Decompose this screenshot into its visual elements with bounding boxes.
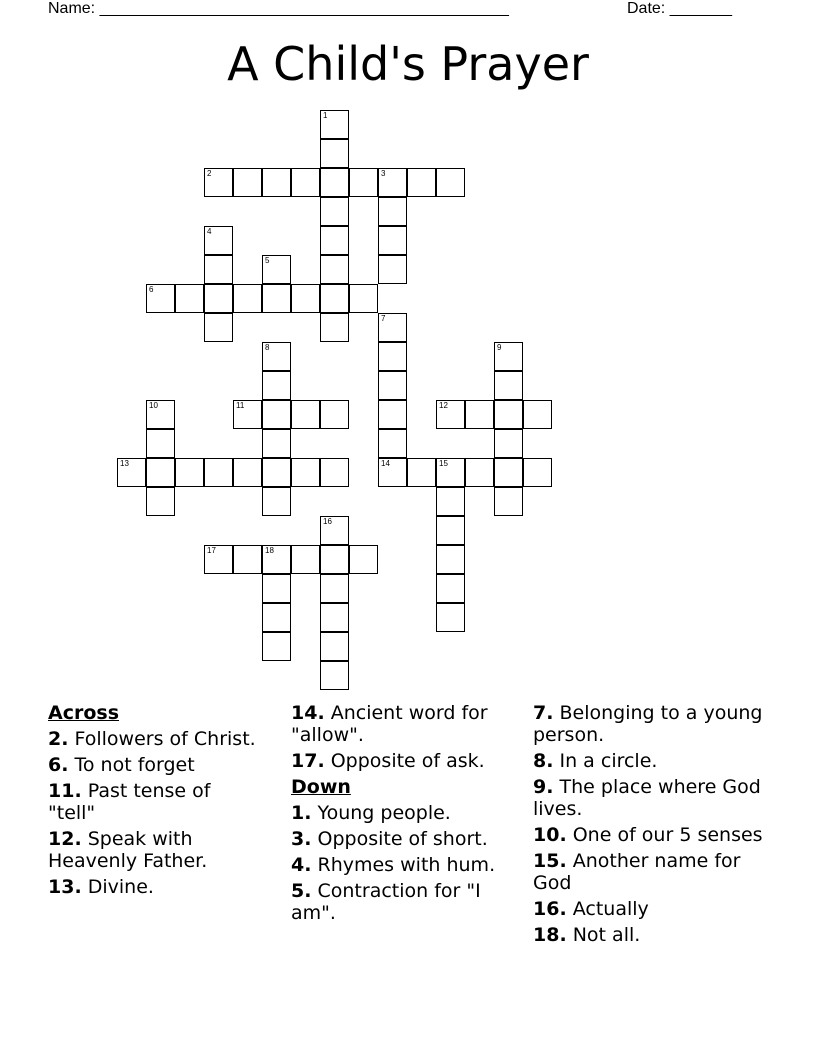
grid-cell[interactable] (262, 371, 291, 400)
grid-cell[interactable] (436, 168, 465, 197)
grid-cell[interactable] (291, 284, 320, 313)
clue-across-12: 12. Speak with Heavenly Father. (48, 828, 208, 872)
cell-number: 2 (207, 169, 212, 178)
grid-cell[interactable] (407, 168, 436, 197)
grid-cell[interactable] (262, 284, 291, 313)
cell-number: 7 (381, 314, 386, 323)
grid-cell[interactable] (146, 400, 175, 429)
grid-cell[interactable] (378, 458, 407, 487)
grid-cell[interactable] (320, 661, 349, 690)
grid-cell[interactable] (262, 545, 291, 574)
clue-across-14: 14. Ancient word for "allow". (291, 702, 488, 746)
cell-number: 3 (381, 169, 386, 178)
clue-down-4: 4. Rhymes with hum. (291, 854, 496, 876)
grid-cell[interactable] (378, 313, 407, 342)
name-field: Name: ______________________________________________ (48, 0, 509, 17)
grid-cell[interactable] (262, 632, 291, 661)
grid-cell[interactable] (436, 400, 465, 429)
cell-number: 8 (265, 343, 270, 352)
cell-number: 12 (439, 401, 448, 410)
grid-cell[interactable] (378, 197, 407, 226)
grid-cell[interactable] (204, 168, 233, 197)
clue-down-8: 8. In a circle. (533, 750, 658, 772)
grid-cell[interactable] (378, 255, 407, 284)
grid-cell[interactable] (320, 603, 349, 632)
clue-down-18: 18. Not all. (533, 924, 641, 946)
grid-cell[interactable] (436, 545, 465, 574)
grid-cell[interactable] (436, 458, 465, 487)
grid-cell[interactable] (378, 226, 407, 255)
grid-cell[interactable] (291, 168, 320, 197)
cell-number: 17 (207, 546, 216, 555)
grid-cell[interactable] (320, 284, 349, 313)
puzzle-title: A Child's Prayer (227, 37, 589, 91)
grid-cell[interactable] (320, 632, 349, 661)
grid-cell[interactable] (436, 574, 465, 603)
grid-cell[interactable] (291, 400, 320, 429)
grid-cell[interactable] (204, 313, 233, 342)
grid-cell[interactable] (494, 400, 523, 429)
clue-down-5: 5. Contraction for "I am". (291, 880, 481, 924)
cell-number: 11 (236, 401, 245, 410)
grid-cell[interactable] (436, 516, 465, 545)
grid-cell[interactable] (436, 487, 465, 516)
cell-number: 5 (265, 256, 270, 265)
grid-cell[interactable] (262, 487, 291, 516)
cell-number: 1 (323, 111, 328, 120)
grid-cell[interactable] (320, 168, 349, 197)
cell-number: 14 (381, 459, 390, 468)
grid-cell[interactable] (175, 458, 204, 487)
grid-cell[interactable] (233, 168, 262, 197)
grid-cell[interactable] (378, 342, 407, 371)
grid-cell[interactable] (233, 458, 262, 487)
grid-cell[interactable] (262, 603, 291, 632)
clue-down-9: 9. The place where God lives. (533, 776, 761, 820)
clue-across-13: 13. Divine. (48, 876, 154, 898)
grid-cell[interactable] (146, 429, 175, 458)
grid-cell[interactable] (291, 545, 320, 574)
clues-column-3 (533, 702, 763, 950)
grid-cell[interactable] (262, 255, 291, 284)
grid-cell[interactable] (320, 400, 349, 429)
grid-cell[interactable] (494, 371, 523, 400)
grid-cell[interactable] (117, 458, 146, 487)
clue-down-3: 3. Opposite of short. (291, 828, 488, 850)
grid-cell[interactable] (146, 284, 175, 313)
grid-cell[interactable] (378, 429, 407, 458)
grid-cell[interactable] (320, 516, 349, 545)
clue-down-15: 15. Another name for God (533, 850, 741, 894)
grid-cell[interactable] (465, 400, 494, 429)
grid-cell[interactable] (233, 400, 262, 429)
down-heading: Down (291, 776, 351, 798)
grid-cell[interactable] (494, 342, 523, 371)
cell-number: 10 (149, 401, 158, 410)
grid-cell[interactable] (523, 458, 552, 487)
cell-number: 18 (265, 546, 274, 555)
grid-cell[interactable] (465, 458, 494, 487)
grid-cell[interactable] (262, 458, 291, 487)
grid-cell[interactable] (349, 284, 378, 313)
grid-cell[interactable] (349, 545, 378, 574)
cell-number: 4 (207, 227, 212, 236)
grid-cell[interactable] (320, 574, 349, 603)
grid-cell[interactable] (204, 284, 233, 313)
grid-cell[interactable] (494, 429, 523, 458)
grid-cell[interactable] (320, 313, 349, 342)
grid-cell[interactable] (262, 574, 291, 603)
grid-cell[interactable] (494, 487, 523, 516)
clue-across-17: 17. Opposite of ask. (291, 750, 485, 772)
grid-cell[interactable] (320, 139, 349, 168)
clue-down-16: 16. Actually (533, 898, 649, 920)
grid-cell[interactable] (378, 371, 407, 400)
grid-cell[interactable] (204, 545, 233, 574)
clue-across-6: 6. To not forget (48, 754, 195, 776)
clue-down-10: 10. One of our 5 senses (533, 824, 763, 846)
grid-cell[interactable] (204, 458, 233, 487)
grid-cell[interactable] (262, 168, 291, 197)
clue-down-1: 1. Young people. (291, 802, 451, 824)
grid-cell[interactable] (378, 400, 407, 429)
grid-cell[interactable] (320, 255, 349, 284)
clue-across-11: 11. Past tense of "tell" (48, 780, 211, 824)
grid-cell[interactable] (233, 545, 262, 574)
grid-cell[interactable] (320, 545, 349, 574)
grid-cell[interactable] (262, 400, 291, 429)
cell-number: 16 (323, 517, 332, 526)
clue-down-7: 7. Belonging to a young person. (533, 702, 763, 746)
date-field: Date: _______ (627, 0, 732, 17)
grid-cell[interactable] (262, 342, 291, 371)
grid-cell[interactable] (146, 487, 175, 516)
clue-across-2: 2. Followers of Christ. (48, 728, 256, 750)
grid-cell[interactable] (204, 226, 233, 255)
grid-cell[interactable] (378, 168, 407, 197)
grid-cell[interactable] (320, 197, 349, 226)
grid-cell[interactable] (320, 458, 349, 487)
grid-cell[interactable] (233, 284, 262, 313)
grid-cell[interactable] (349, 168, 378, 197)
cell-number: 15 (439, 459, 448, 468)
grid-cell[interactable] (146, 458, 175, 487)
cell-number: 13 (120, 459, 129, 468)
grid-cell[interactable] (407, 458, 436, 487)
grid-cell[interactable] (262, 429, 291, 458)
grid-cell[interactable] (175, 284, 204, 313)
grid-cell[interactable] (291, 458, 320, 487)
grid-cell[interactable] (436, 603, 465, 632)
grid-cell[interactable] (494, 458, 523, 487)
cell-number: 6 (149, 285, 154, 294)
cell-number: 9 (497, 343, 502, 352)
grid-cell[interactable] (523, 400, 552, 429)
clues-column-2 (291, 702, 521, 928)
across-heading: Across (48, 702, 120, 724)
grid-cell[interactable] (204, 255, 233, 284)
clues-column-1 (48, 702, 258, 902)
grid-cell[interactable] (320, 110, 349, 139)
grid-cell[interactable] (320, 226, 349, 255)
